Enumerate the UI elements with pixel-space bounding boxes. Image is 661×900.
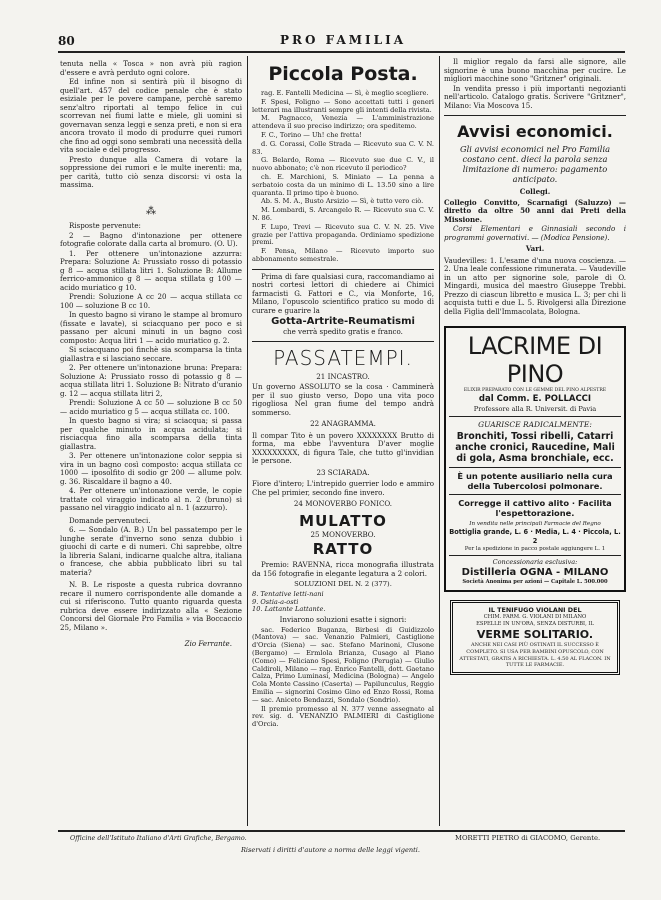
section-rule <box>252 269 434 270</box>
collegi-ad-2: Corsi Elementari e Ginnasiali secondo i programmi governativi. — (Modica Pensione). <box>444 224 626 242</box>
pino-professor: Professore alla R. Universit. di Pavia <box>473 405 597 413</box>
intro-para: Presto dunque alla Camera di votare la soppressione dei rumori e le multe inerenti: ma, per carità, tutto ciò senza discorsi: vi osta la massima. <box>60 154 242 189</box>
posta-item: F. Spesi, Foligno — Sono accettati tutti i generi letterari ma illustranti sempre gli intenti della rivista. <box>252 97 434 114</box>
solution-item: 9. Ostia-a-osti <box>252 597 299 606</box>
collegi-title: Collegi. <box>519 187 551 196</box>
pino-ogna: Distilleria OGNA - MILANO <box>461 567 609 578</box>
nota-bene: N. B. Le risposte a questa rubrica dovranno recare il numero corrispondente alle domande a cui si riferiscono. Tutto quanto riguarda questa rubrica deve essere indirizzato alla « Sezione Concorsi del Giornale Pro Familia » via Boccaccio 25, Milano ». <box>60 580 242 632</box>
answers-title: Risposte pervenute: <box>69 221 141 230</box>
answer-item: Si sciacquano poi finchè sia scomparsa la tinta giallastra e si lasciano seccare. <box>60 345 242 363</box>
posta-item: rag. E. Fantelli Medicina — Sì, è meglio scegliere. <box>261 89 429 97</box>
intro-para: Ed infine non si sentirà più il bisogno di quell'art. 457 del codice penale che è stato esiziale per le povere campane, perchè saremo senz'altro riportati al tempo felice in cui scorrevan nei fiumi latte e miele, gli uomini si governavan senza leggi e senza preti, e non si era ancora trovato il modo di produrre quei rumori che fino ad oggi sono sembrati una necessità della vita sociale e del progresso. <box>60 77 242 154</box>
posta-item: Ab. S. M. A., Busto Arsizio — Sì, è tutto vero ciò. <box>261 197 424 206</box>
footer-gerente: MORETTI PIETRO di GIACOMO, Gerente. <box>455 834 601 842</box>
page-title: PRO FAMILIA <box>280 33 407 47</box>
posta-item: F. Pensa, Milano — Ricevuto importo suo abbonamento semestrale. <box>252 247 434 263</box>
puzzle-text: Un governo ASSOLUTO se la cosa · Camminerà per il suo giusto verso, Dopo una vita poco rigogliosa Nel gran fiume del tempo andrà sommerso. <box>252 382 434 417</box>
fattori-ad-end: che verrà spedito gratis e franco. <box>283 327 403 337</box>
puzzle-title: 23 SCIARADA. <box>316 467 370 477</box>
pino-vendita: In vendita nelle principali Farmacie del Regno <box>469 521 601 527</box>
solution-item: 8. Tentative letti-nani <box>252 589 324 598</box>
premio-sorte: Il premio promesso al N. 377 venne assegnato al rev. sig. d. VENANZIO PALMIERI di Castiglione d'Orcia. <box>252 704 434 729</box>
answer-item: 4. Per ottenere un'intonazione verde, le copie trattate col viraggio indicato al n. 2 (bruno) si passano nel viraggio indicato al n. 1 (azzurro). <box>60 486 242 512</box>
column-divider <box>247 56 248 826</box>
signature: Zio Ferrante. <box>184 639 232 648</box>
solvers-list: sac. Federico Buganza, Birbesi di Guidizzolo (Mantova) — sac. Venanzio Palmieri, Castiglione d'Orcia (Siena) — sac. Stefano Marinoni, Clusone (Bergamo) — Ermlola Brianza, Cusago al Piano (Como) — Feliciano Spesi, Foligno (Perugia) — Giulio Caldiroli, Milano — rag. Enrico Fantelli, dott. Gaetano Calza, Primo Luminasi, Medicina (Bologna) — Angelo Cola Monte Cassino (Caserta) — Papilunculus, Reggio Emilia — signorini Cosimo Gino ed Enzo Rossi, Roma — sac. Aniceto Bendazzi, Sondalo (Sondrio). <box>252 625 434 704</box>
pino-guarisce: GUARISCE RADICALMENTE: <box>478 420 592 429</box>
puzzle-title: 24 MONOVERBO FONICO. <box>293 499 393 509</box>
answer-item: In questo bagno si vira; si sciacqua; si passa per qualche minuto in acqua acidulata; si risciacqua fino alla scomparsa della tinta giallastra. <box>60 416 242 451</box>
column-divider <box>439 56 440 826</box>
avvisi-title: Avvisi economici. <box>457 122 613 141</box>
column-1 <box>60 60 242 649</box>
footer-rights: Riservati i diritti d'autore a norma delle leggi vigenti. <box>240 846 421 854</box>
posta-item: d. G. Corassi, Colle Strada — Ricevuto sua C. V. N. 83. <box>252 139 434 156</box>
tenifugo-line-1: IL TENIFUGO VIOLANI DEL <box>488 606 582 614</box>
posta-item: M. Lombardi, S. Arcangelo R. — Ricevuto sua C. V. N. 86. <box>252 206 434 222</box>
pino-postal: Per la spedizione in pacco postale aggiungere L. 1 <box>464 546 606 552</box>
pino-subtitle: ELIXIR PREPARATO CON LE GEMME DEL PINO ALPESTRE <box>463 388 607 393</box>
puzzle-word: RATTO <box>312 540 374 559</box>
footer-printer: Officine dell'Istituto Italiano d'Arti Grafiche, Bergamo. <box>70 834 247 842</box>
puzzle-title: 25 MONOVERBO. <box>310 529 376 539</box>
posta-item: ch. E. Marchioni, S. Miniato — La penna a serbatoio costa da un minimo di L. 13.50 sino a lire quaranta. Il primo tipo è buono. <box>252 172 434 197</box>
pino-societa: Società Anonima per azioni — Capitale L. 500.000 <box>462 579 608 585</box>
tenifugo-body: ANCHE NEI CASI PIÙ OSTINATI IL SUCCESSO È COMPLETO. SI USA PER BAMBINI OPUSCOLO, CON ATTESTATI, GRATIS A RICHIESTA. L. 4.50 AL FLACON. IN TUTTE LE FARMACIE. <box>459 642 611 669</box>
page-number: 80 <box>58 34 75 48</box>
pino-prices: Bottiglia grande, L. 6 · Media, L. 4 · Piccola, L. 2 <box>449 528 621 545</box>
footer-rule <box>58 830 625 832</box>
header-rule <box>58 51 625 53</box>
pino-potente: È un potente ausiliario nella cura della Tubercolosi polmonare. <box>457 471 613 491</box>
solutions-title: SOLUZIONI DEL N. 2 (377). <box>294 580 392 589</box>
premio-text: Premio: RAVENNA, ricca monografia illustrata da 156 fotografie in elegante legatura a 2 colori. <box>252 560 434 578</box>
posta-item: M. Pagnacco, Venezia — L'amministrazione attendeva il suo preciso indirizzo; ora speditemo. <box>252 114 434 131</box>
collegi-ad: Collegio Convitto, Scarnafigi (Saluzzo) — diretto da oltre 50 anni dai Preti della Missione. <box>444 197 626 224</box>
puzzle-title: 22 ANAGRAMMA. <box>310 419 376 429</box>
column-3 <box>444 58 626 675</box>
tenifugo-line-2: CHIM. FARM. G. VIOLANI DI MILANO <box>483 614 587 620</box>
lacrime-pino-ad <box>444 326 626 592</box>
solvers-title: Inviarono soluzioni esatte i signori: <box>279 615 407 625</box>
posta-item: G. Belardo, Roma — Ricevuto sue due C. V., il nuovo abbonato; c'è non ricevuto il periodico? <box>252 156 434 173</box>
tenifugo-line-3: ESPELLE IN UN'ORA, SENZA DISTURBI, IL <box>476 621 594 627</box>
vari-ad: Vaudevilles: 1. L'esame d'una nuova coscienza. — 2. Una leale confessione rimunerata. — Vaudeville in un atto per signorine sole, parole di O. Mingardi, musica del maestro Giuseppe Trebbi. Prezzo di ciascun libretto e musica L. 3; per chi li acquista tutti e due L. 5. Rivolgersi alla Direzione della Figlia dell'Immacolata, Bologna. <box>444 255 626 316</box>
section-rule <box>444 115 626 116</box>
domande-title: Domande pervenuteci. <box>69 515 151 525</box>
piccola-posta-title: Piccola Posta. <box>268 63 418 85</box>
puzzle-text: Il compar Tito è un povero XXXXXXXX Brutto di forma, ma ebbe l'avventura D'aver moglie XXXXXXXXX, di figura Tale, che tutto gl'invidian le persone. <box>252 430 434 466</box>
solution-item: 10. Lattante Lattante. <box>252 605 326 614</box>
puzzle-word: MULATTO <box>299 511 387 530</box>
tenifugo-ad <box>450 600 620 675</box>
domanda-item: 6. — Sondalo (A. B.) Un bel passatempo per le lunghe serate d'inverno sono senza dubbio i giuochi di carte e di numeri. Chi saprebbe, oltre la libreria Salani, indicarne qualche altra, italiana o francese, che abbia pubblicato libri su tal materia? <box>60 525 242 577</box>
answer-item: 2. Per ottenere un'intonazione bruna: Prepara: Soluzione A: Prussiato rosso di potassio g 8 — acqua stillata litri 1. Soluzione B: Nitrato d'uranio g. 12 — acqua stillata litri 2, <box>60 363 242 398</box>
puzzle-title: 21 INCASTRO. <box>316 371 370 381</box>
answer-item: Prendi: Soluzione A cc 50 — soluzione B cc 50 — acido muriatico g 5 — acqua stillata cc. 100. <box>60 398 242 416</box>
pino-title: LACRIME DI PINO <box>467 332 603 388</box>
posta-item: F. C., Torino — Uh! che fretta! <box>261 130 362 139</box>
avvisi-subtitle: Gli avvisi economici nel Pro Familia costano cent. dieci la parola senza limitazione di numero: pagamento anticipato. <box>459 144 611 184</box>
answer-item: In questo bagno si virano le stampe al bromuro (fissate e lavate), si sciacquano per poco e si passano per alcuni minuti in un bagno così composto: Acqua litri 1 — acido muriatico g. 2. <box>60 310 242 345</box>
pino-concessionaria: Concessionaria esclusiva: <box>492 558 578 566</box>
pino-author: dal Comm. E. POLLACCI <box>478 394 592 404</box>
fattori-ad-title: Gotta-Artrite-Reumatismi <box>271 316 415 328</box>
section-stars: ⁂ <box>146 205 156 217</box>
tenifugo-title: VERME SOLITARIO. <box>476 628 594 641</box>
pino-corregge: Corregge il cattivo alito · Facilita l'espettorazione. <box>458 498 612 518</box>
pino-list: Bronchiti, Tossi ribelli, Catarri anche cronici, Raucedine, Mali di gola, Asma bronchiale, ecc. <box>455 431 615 464</box>
answer-item: Prendi: Soluzione A cc 20 — acqua stillata cc 100 — soluzione B cc 10. <box>60 292 242 310</box>
intro-para: tenuta nella « Tosca » non avrà più ragion d'essere e avrà perduto ogni colore. <box>60 59 242 77</box>
fattori-ad: Prima di fare qualsiasi cura, raccomandiamo ai nostri cortesi lettori di chiedere ai Chimici farmacisti G. Fattori e C., via Monforte, 16, Milano, l'opuscolo scientifico pratico su modo di curare e guarire la <box>252 271 434 315</box>
puzzle-text: Fiore d'intero; L'intrepido guerrier lodo e ammiro Che pel primier, secondo fine invero. <box>252 479 434 497</box>
passatempi-title: PASSATEMPI. <box>273 345 413 370</box>
gritzner-ad-2: In vendita presso i più importanti negozianti nell'articolo. Catalogo gratis. Scrivere "Gritzner", Milano: Via Moscova 15. <box>444 83 626 110</box>
vari-title: Vari. <box>525 244 545 253</box>
answer-item: 1. Per ottenere un'intonazione azzurra: Prepara: Soluzione A: Prussiato rosso di potassio g 8 — acqua stillata litri 1. Soluzione B: Allume ferrico-ammonico g 8 — acqua stillata g 100 — acido muriatico g 10. <box>60 248 242 292</box>
posta-item: F. Lupo, Trevi — Ricevuto sua C. V. N. 25. Vive grazie per l'attiva propaganda. Ordiniamo spedizione premi. <box>252 222 434 247</box>
column-2 <box>252 58 434 730</box>
answer-item: 2 — Bagno d'intonazione per ottenere fotografie colorate dalla carta al bromuro. (O. U). <box>60 230 242 248</box>
section-rule <box>252 341 434 342</box>
answer-item: 3. Per ottenere un'intonazione color seppia si vira in un bagno così composto: acqua stillata cc 1000 — iposolfito di sodio gr 200 — allume polv. g. 36. Riscaldare il bagno a 40. <box>60 451 242 486</box>
gritzner-ad: Il miglior regalo da farsi alle signore, alle signorine è una buono macchina per cucire. Le migliori macchine sono "Gritzner" originali. <box>444 57 626 83</box>
